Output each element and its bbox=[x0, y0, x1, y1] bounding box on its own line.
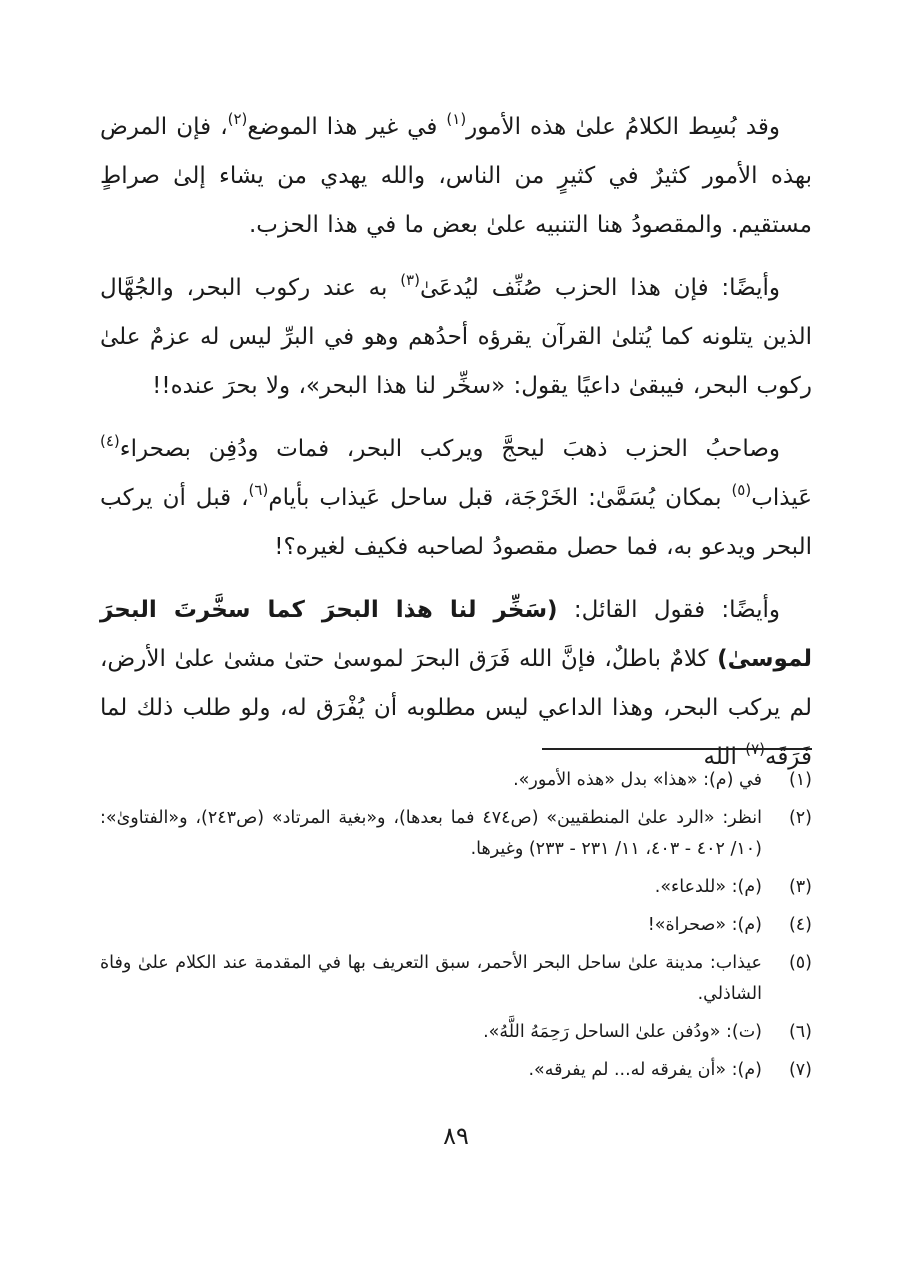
paragraph-text: وأيضًا: فقول القائل: bbox=[557, 597, 780, 623]
footnote-text: عيذاب: مدينة علىٰ ساحل البحر الأحمر، سبق التعريف بها في المقدمة عند الكلام علىٰ وفاة الشاذلي. bbox=[100, 953, 762, 1004]
quoted-prayer: (سَخِّر لنا هذا البحرَ كما سخَّرتَ البحرَ لموسىٰ) bbox=[100, 597, 812, 672]
footnote-text: انظر: «الرد علىٰ المنطقيين» (ص٤٧٤ فما بعدها)، و«بغية المرتاد» (ص٢٤٣)، و«الفتاوىٰ»: (١٠/ ٤٠٢ - ٤٠٣، ١١/ ٢٣١ - ٢٣٣) وغيرها. bbox=[100, 808, 763, 859]
footnote-text: في (م): «هذا» بدل «هذه الأمور». bbox=[513, 770, 762, 790]
footnote-divider bbox=[542, 748, 812, 750]
footnote-ref-1[interactable]: (١) bbox=[446, 110, 467, 128]
footnote-ref-2[interactable]: (٢) bbox=[227, 110, 248, 128]
page bbox=[100, 103, 812, 1243]
paragraph-text: ، فإن المرض بهذه الأمور كثيرٌ في كثيرٍ من الناس، والله يهدي من يشاء إلىٰ صراطٍ مستقيم. والمقصودُ هنا التنبيه علىٰ بعض ما في هذا الحزب. bbox=[100, 114, 812, 238]
footnote-item bbox=[100, 910, 812, 941]
footnote-text: (م): «أن يفرقه له... لم يفرقه». bbox=[528, 1060, 762, 1080]
paragraph-text: وقد بُسِط الكلامُ علىٰ هذه الأمور bbox=[466, 114, 780, 140]
footnote-number: (٣) bbox=[788, 877, 812, 897]
paragraph-1 bbox=[100, 103, 812, 250]
footnote-ref-6[interactable]: (٦) bbox=[248, 481, 269, 499]
paragraph-text: بمكان يُسَمَّىٰ: الخَرْجَة، قبل ساحل عَيذاب بأيام bbox=[268, 485, 732, 511]
footnote-number: (١) bbox=[788, 770, 812, 790]
footnote-number: (٥) bbox=[788, 953, 812, 973]
paragraph-4 bbox=[100, 586, 812, 782]
footnote-item bbox=[100, 1017, 812, 1048]
footnotes-list bbox=[100, 765, 812, 1093]
footnote-item bbox=[100, 1055, 812, 1086]
footnote-ref-3[interactable]: (٣) bbox=[400, 271, 420, 289]
footnote-ref-4[interactable]: (٤) bbox=[100, 432, 120, 450]
paragraph-text: عَيذاب bbox=[751, 485, 812, 511]
footnote-item bbox=[100, 765, 812, 796]
footnote-item bbox=[100, 803, 812, 865]
paragraph-text: وأيضًا: فإن هذا الحزب صُنِّف ليُدعَىٰ bbox=[419, 275, 780, 301]
page-number: ٨٩ bbox=[443, 1122, 469, 1150]
footnote-ref-7[interactable]: (٧) bbox=[745, 740, 765, 758]
footnote-text: (م): «للدعاء». bbox=[654, 877, 762, 897]
paragraph-text: كلامٌ باطلٌ، فإنَّ الله فَرَق البحرَ لموسىٰ حتىٰ مشىٰ علىٰ الأرض، لم يركب البحر، وهذا الداعي ليس مطلوبه أن يُفْرَق له، ولو طلب ذلك لما فَرَقَه bbox=[100, 646, 812, 770]
footnote-ref-5[interactable]: (٥) bbox=[731, 481, 752, 499]
footnote-number: (٦) bbox=[788, 1022, 812, 1042]
paragraph-2 bbox=[100, 264, 812, 411]
paragraph-3 bbox=[100, 425, 812, 572]
paragraph-text: وصاحبُ الحزب ذهبَ ليحجَّ ويركب البحر، فمات ودُفِن بصحراء bbox=[119, 436, 780, 462]
footnote-item bbox=[100, 872, 812, 903]
paragraph-text: في غير هذا الموضع bbox=[247, 114, 447, 140]
footnote-number: (٧) bbox=[788, 1060, 812, 1080]
footnote-text: (ت): «ودُفن علىٰ الساحل رَحِمَهُ اللَّهُ». bbox=[483, 1022, 762, 1042]
footnote-text: (م): «صحراة»! bbox=[647, 915, 762, 935]
paragraph-text: ، قبل أن يركب البحر ويدعو به، فما حصل مقصودُ لصاحبه فكيف لغيره؟! bbox=[100, 485, 812, 560]
paragraph-text: به عند ركوب البحر، والجُهَّال الذين يتلونه كما يُتلىٰ القرآن يقرؤه أحدُهم وهو في البرِّ ليس له عزمٌ علىٰ ركوب البحر، فيبقىٰ داعيًا يقول: «سخِّر لنا هذا البحر»، ولا بحرَ عنده!! bbox=[100, 275, 812, 399]
footnote-number: (٤) bbox=[788, 915, 812, 935]
footnote-number: (٢) bbox=[788, 808, 812, 828]
footnote-item bbox=[100, 948, 812, 1010]
paragraph-text: الله bbox=[703, 744, 746, 770]
